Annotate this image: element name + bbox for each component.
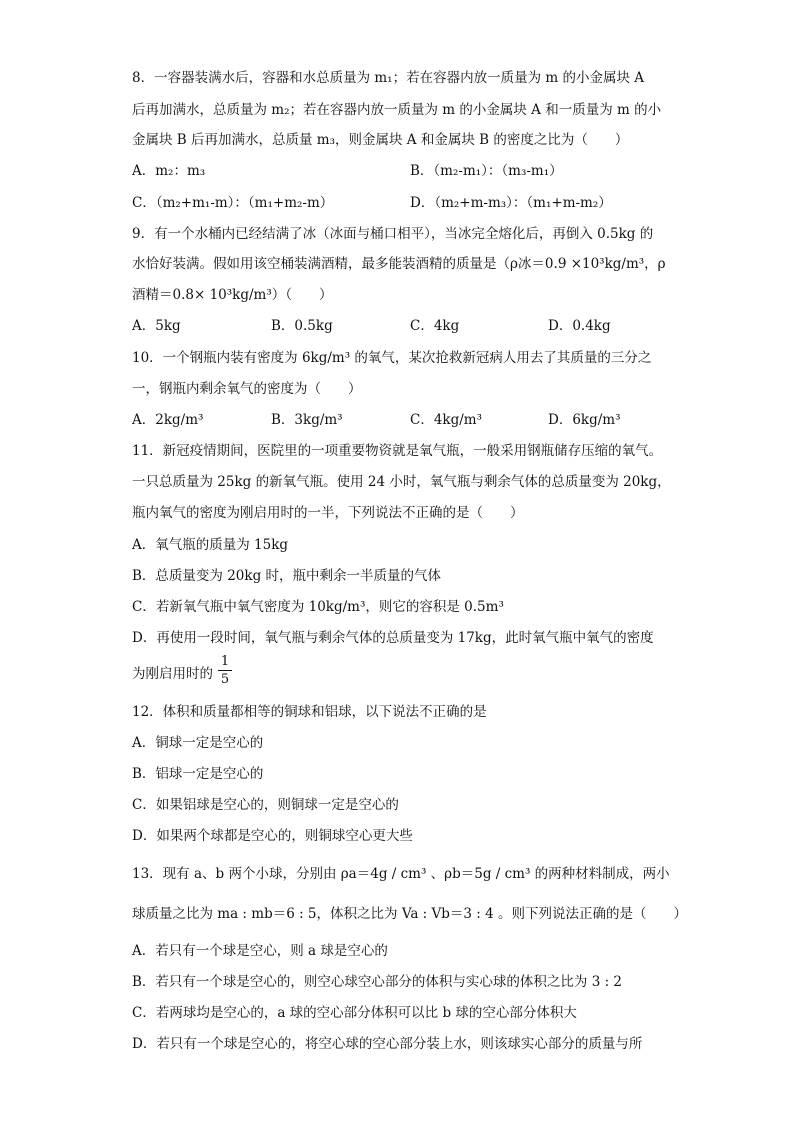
q11-option-d-line-2: 为刚启用时的 [132, 666, 213, 682]
q10-option-a: A．2kg/m³ [132, 412, 204, 428]
q10-option-b: B．3kg/m³ [271, 412, 343, 428]
q11-option-a: A．氧气瓶的质量为 15kg [132, 537, 289, 553]
q12-line-1: 12．体积和质量都相等的铜球和铝球，以下说法不正确的是 [132, 704, 487, 720]
q11-line-2: 一只总质量为 25kg 的新氧气瓶。使用 24 小时，氧气瓶与剩余气体的总质量变为 20kg， [132, 474, 671, 490]
q10-option-d: D．6kg/m³ [548, 412, 621, 428]
q13-line-2: 球质量之比为 ma : mb＝6 : 5，体积之比为 Va : Vb＝3 : 4 。则下列说法正确的是（ ） [132, 906, 687, 922]
q8-option-a: A．m₂：m₃ [132, 163, 206, 179]
q11-line-3: 瓶内氧气的密度为刚启用时的一半，下列说法不正确的是（ ） [132, 505, 524, 521]
fraction-numerator: 1 [220, 654, 230, 669]
q12-option-c: C．如果铝球是空心的，则铜球一定是空心的 [132, 797, 399, 813]
q11-option-d-line-1: D．再使用一段时间，氧气瓶与剩余气体的总质量变为 17kg，此时氧气瓶中氧气的密度 [132, 630, 654, 646]
q9-line-3: 酒精＝0.8× 10³kg/m³）（ ） [132, 287, 333, 303]
q9-line-1: 9．有一个水桶内已经结满了冰（冰面与桶口相平），当冰完全熔化后，再倒入 0.5kg 的 [132, 226, 654, 242]
q9-option-a: A．5kg [132, 318, 181, 334]
q11-line-1: 11．新冠疫情期间，医院里的一项重要物资就是氧气瓶，一般采用钢瓶储存压缩的氧气。 [132, 443, 663, 459]
q13-option-a: A．若只有一个球是空心，则 a 球是空心的 [132, 943, 388, 959]
q13-option-d: D．若只有一个球是空心的，将空心球的空心部分装上水，则该球实心部分的质量与所 [132, 1036, 643, 1052]
q8-line-1: 8．一容器装满水后，容器和水总质量为 m₁；若在容器内放一质量为 m 的小金属块 A [132, 70, 645, 86]
q8-option-c: C．（m₂+m₁-m）：（m₁+m₂-m） [132, 195, 334, 211]
q10-option-c: C．4kg/m³ [410, 412, 483, 428]
fraction-bar [218, 670, 232, 671]
q9-option-d: D．0.4kg [548, 318, 611, 334]
fraction-denominator: 5 [220, 672, 230, 687]
q8-line-2: 后再加满水，总质量为 m₂；若在容器内放一质量为 m 的小金属块 A 和一质量为 m 的小 [132, 102, 662, 118]
q8-line-3: 金属块 B 后再加满水，总质量 m₃，则金属块 A 和金属块 B 的密度之比为（ ） [132, 132, 629, 148]
q10-line-1: 10．一个钢瓶内装有密度为 6kg/m³ 的氧气，某次抢救新冠病人用去了其质量的三分之 [132, 350, 652, 366]
q11-option-c: C．若新氧气瓶中氧气密度为 10kg/m³，则它的容积是 0.5m³ [132, 599, 504, 615]
q13-option-b: B．若只有一个球是空心的，则空心球空心部分的体积与实心球的体积之比为 3 : 2 [132, 974, 623, 990]
q12-option-b: B．铝球一定是空心的 [132, 766, 264, 782]
q9-option-b: B．0.5kg [271, 318, 333, 334]
q12-option-d: D．如果两个球都是空心的，则铜球空心更大些 [132, 828, 413, 844]
q9-line-2: 水恰好装满。假如用该空桶装满酒精，最多能装酒精的质量是（ρ冰＝0.9 ×10³kg/m³，ρ [132, 256, 666, 272]
q9-option-c: C．4kg [410, 318, 460, 334]
fraction-one-fifth [218, 654, 232, 687]
q13-line-1: 13．现有 a、b 两个小球，分别由 ρa＝4g / cm³ 、ρb＝5g / cm³ 的两种材料制成，两小 [132, 866, 670, 882]
q12-option-a: A．铜球一定是空心的 [132, 735, 264, 751]
q8-option-d: D．（m₂+m-m₃）：（m₁+m-m₂） [410, 195, 612, 211]
q11-option-b: B．总质量变为 20kg 时，瓶中剩余一半质量的气体 [132, 568, 442, 584]
q10-line-2: 一，钢瓶内剩余氧气的密度为（ ） [132, 381, 362, 397]
q13-option-c: C．若两球均是空心的，a 球的空心部分体积可以比 b 球的空心部分体积大 [132, 1005, 577, 1021]
q8-option-b: B．（m₂-m₁）：（m₃-m₁） [410, 163, 563, 179]
